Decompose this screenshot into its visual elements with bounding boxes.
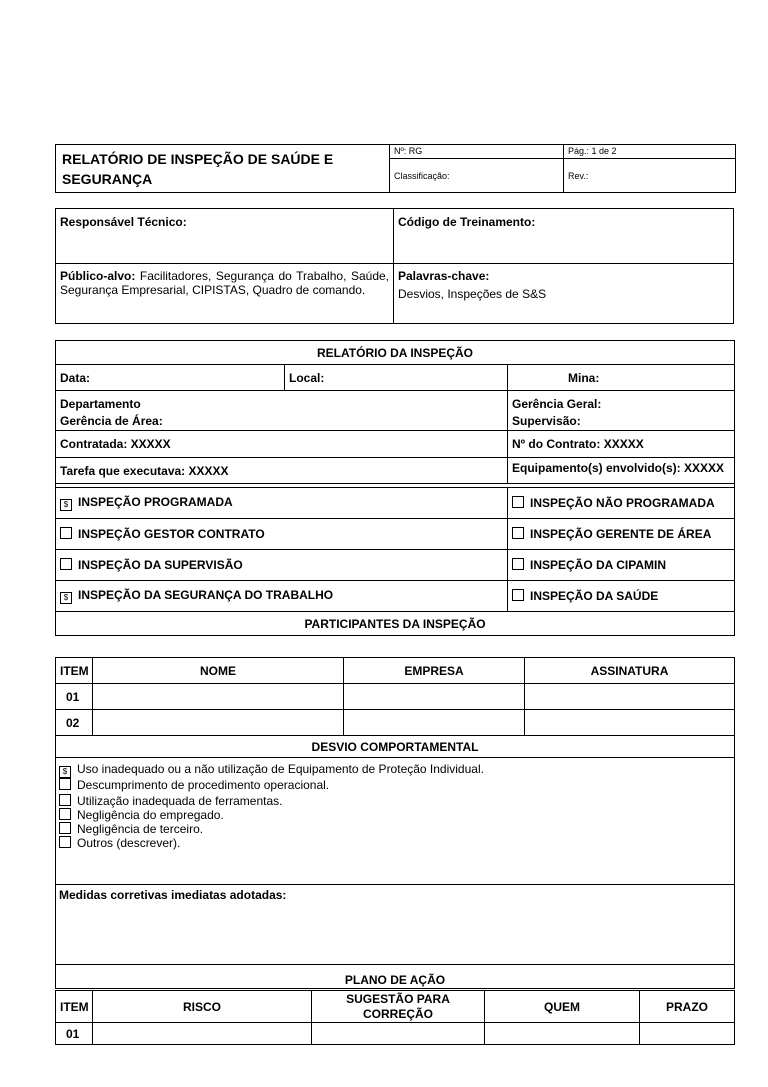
action-header-suggestion: SUGESTÃO PARA CORREÇÃO [312, 991, 485, 1023]
participant-signature-cell[interactable] [525, 710, 735, 736]
target-audience: Público-alvo: Facilitadores, Segurança do Trabalho, Saúde, Segurança Empresarial, CIPISTAS, Quadro de comando. [56, 264, 394, 324]
action-risk-cell[interactable] [93, 1023, 312, 1045]
participant-name-cell[interactable] [93, 710, 344, 736]
checkbox[interactable] [512, 589, 524, 601]
action-deadline-cell[interactable] [640, 1023, 735, 1045]
general-management-label: Gerência Geral: [512, 397, 602, 411]
behavior-item[interactable]: $ Uso inadequado ou a não utilização de Equipamento de Proteção Individual. [59, 762, 734, 778]
checkbox[interactable] [59, 836, 71, 848]
equipment-field: Equipamento(s) envolvido(s): XXXXX [508, 458, 735, 484]
action-header-deadline: PRAZO [640, 991, 735, 1023]
report-title: RELATÓRIO DE INSPEÇÃO DE SAÚDE E SEGURANÇA [56, 145, 390, 193]
action-header-item: ITEM [56, 991, 93, 1023]
department-label: Departamento [60, 397, 141, 411]
inspection-type-work-safety[interactable]: $ INSPEÇÃO DA SEGURANÇA DO TRABALHO [56, 581, 508, 612]
action-suggestion-cell[interactable] [312, 1023, 485, 1045]
section-title-participants: PARTICIPANTES DA INSPEÇÃO [56, 612, 735, 636]
behavior-item[interactable]: Utilização inadequada de ferramentas. [59, 794, 734, 808]
supervision-label: Supervisão: [512, 414, 581, 428]
task-field: Tarefa que executava: XXXXX [56, 458, 508, 484]
checkbox[interactable] [512, 558, 524, 570]
participant-company-cell[interactable] [344, 710, 525, 736]
behavior-item[interactable]: Negligência do empregado. [59, 808, 734, 822]
behavior-list [56, 758, 735, 885]
inspection-type-supervision[interactable]: INSPEÇÃO DA SUPERVISÃO [56, 550, 508, 581]
inspection-type-unprogrammed[interactable]: INSPEÇÃO NÃO PROGRAMADA [508, 488, 735, 519]
participant-row-number: 02 [56, 710, 93, 736]
report-table [55, 340, 735, 636]
checkbox[interactable]: $ [60, 499, 72, 511]
behavior-table [55, 735, 735, 989]
inspection-type-health[interactable]: INSPEÇÃO DA SAÚDE [508, 581, 735, 612]
contractor-field: Contratada: XXXXX [56, 431, 508, 458]
checkbox[interactable] [512, 527, 524, 539]
participant-row-number: 01 [56, 684, 93, 710]
action-header-who: QUEM [485, 991, 640, 1023]
report-number: Nº: RG [390, 145, 564, 159]
section-title-behavior: DESVIO COMPORTAMENTAL [56, 736, 735, 758]
keywords: Palavras-chave: Desvios, Inspeções de S&S [394, 264, 734, 324]
behavior-item[interactable]: Descumprimento de procedimento operacional. [59, 778, 734, 794]
contract-number-field: Nº do Contrato: XXXXX [508, 431, 735, 458]
checkbox[interactable]: $ [59, 766, 71, 778]
info-table [55, 208, 734, 324]
checkbox[interactable] [59, 808, 71, 820]
inspection-type-programmed[interactable]: $ INSPEÇÃO PROGRAMADA [56, 488, 508, 519]
participant-name-cell[interactable] [93, 684, 344, 710]
department-block [56, 391, 508, 431]
action-header-risk: RISCO [93, 991, 312, 1023]
management-block [508, 391, 735, 431]
area-management-label: Gerência de Área: [60, 414, 163, 428]
participants-header-item: ITEM [56, 658, 93, 684]
page-number: Pág.: 1 de 2 [564, 145, 736, 159]
classification: Classificação: [390, 159, 564, 193]
participants-header-company: EMPRESA [344, 658, 525, 684]
action-who-cell[interactable] [485, 1023, 640, 1045]
action-plan-table [55, 990, 735, 1045]
checkbox[interactable] [59, 778, 71, 790]
inspection-type-cipamin[interactable]: INSPEÇÃO DA CIPAMIN [508, 550, 735, 581]
training-code: Código de Treinamento: [394, 209, 734, 264]
inspection-type-area-manager[interactable]: INSPEÇÃO GERENTE DE ÁREA [508, 519, 735, 550]
section-title-action-plan: PLANO DE AÇÃO [56, 965, 735, 989]
date-field: Data: [56, 365, 285, 391]
action-row-number: 01 [56, 1023, 93, 1045]
behavior-item[interactable]: Negligência de terceiro. [59, 822, 734, 836]
header-table [55, 144, 736, 193]
behavior-item[interactable]: Outros (descrever). [59, 836, 734, 851]
inspection-type-contract-manager[interactable]: INSPEÇÃO GESTOR CONTRATO [56, 519, 508, 550]
checkbox[interactable] [512, 496, 524, 508]
revision: Rev.: [564, 159, 736, 193]
checkbox[interactable] [59, 794, 71, 806]
participants-header-name: NOME [93, 658, 344, 684]
corrective-measures[interactable]: Medidas corretivas imediatas adotadas: [56, 885, 735, 965]
participant-company-cell[interactable] [344, 684, 525, 710]
participants-table [55, 657, 735, 736]
checkbox[interactable] [59, 822, 71, 834]
mine-field: Mina: [508, 365, 735, 391]
location-field: Local: [285, 365, 508, 391]
responsible-tech: Responsável Técnico: [56, 209, 394, 264]
participant-signature-cell[interactable] [525, 684, 735, 710]
checkbox[interactable] [60, 527, 72, 539]
checkbox[interactable]: $ [60, 592, 72, 604]
participants-header-signature: ASSINATURA [525, 658, 735, 684]
checkbox[interactable] [60, 558, 72, 570]
section-title-report: RELATÓRIO DA INSPEÇÃO [56, 341, 735, 365]
